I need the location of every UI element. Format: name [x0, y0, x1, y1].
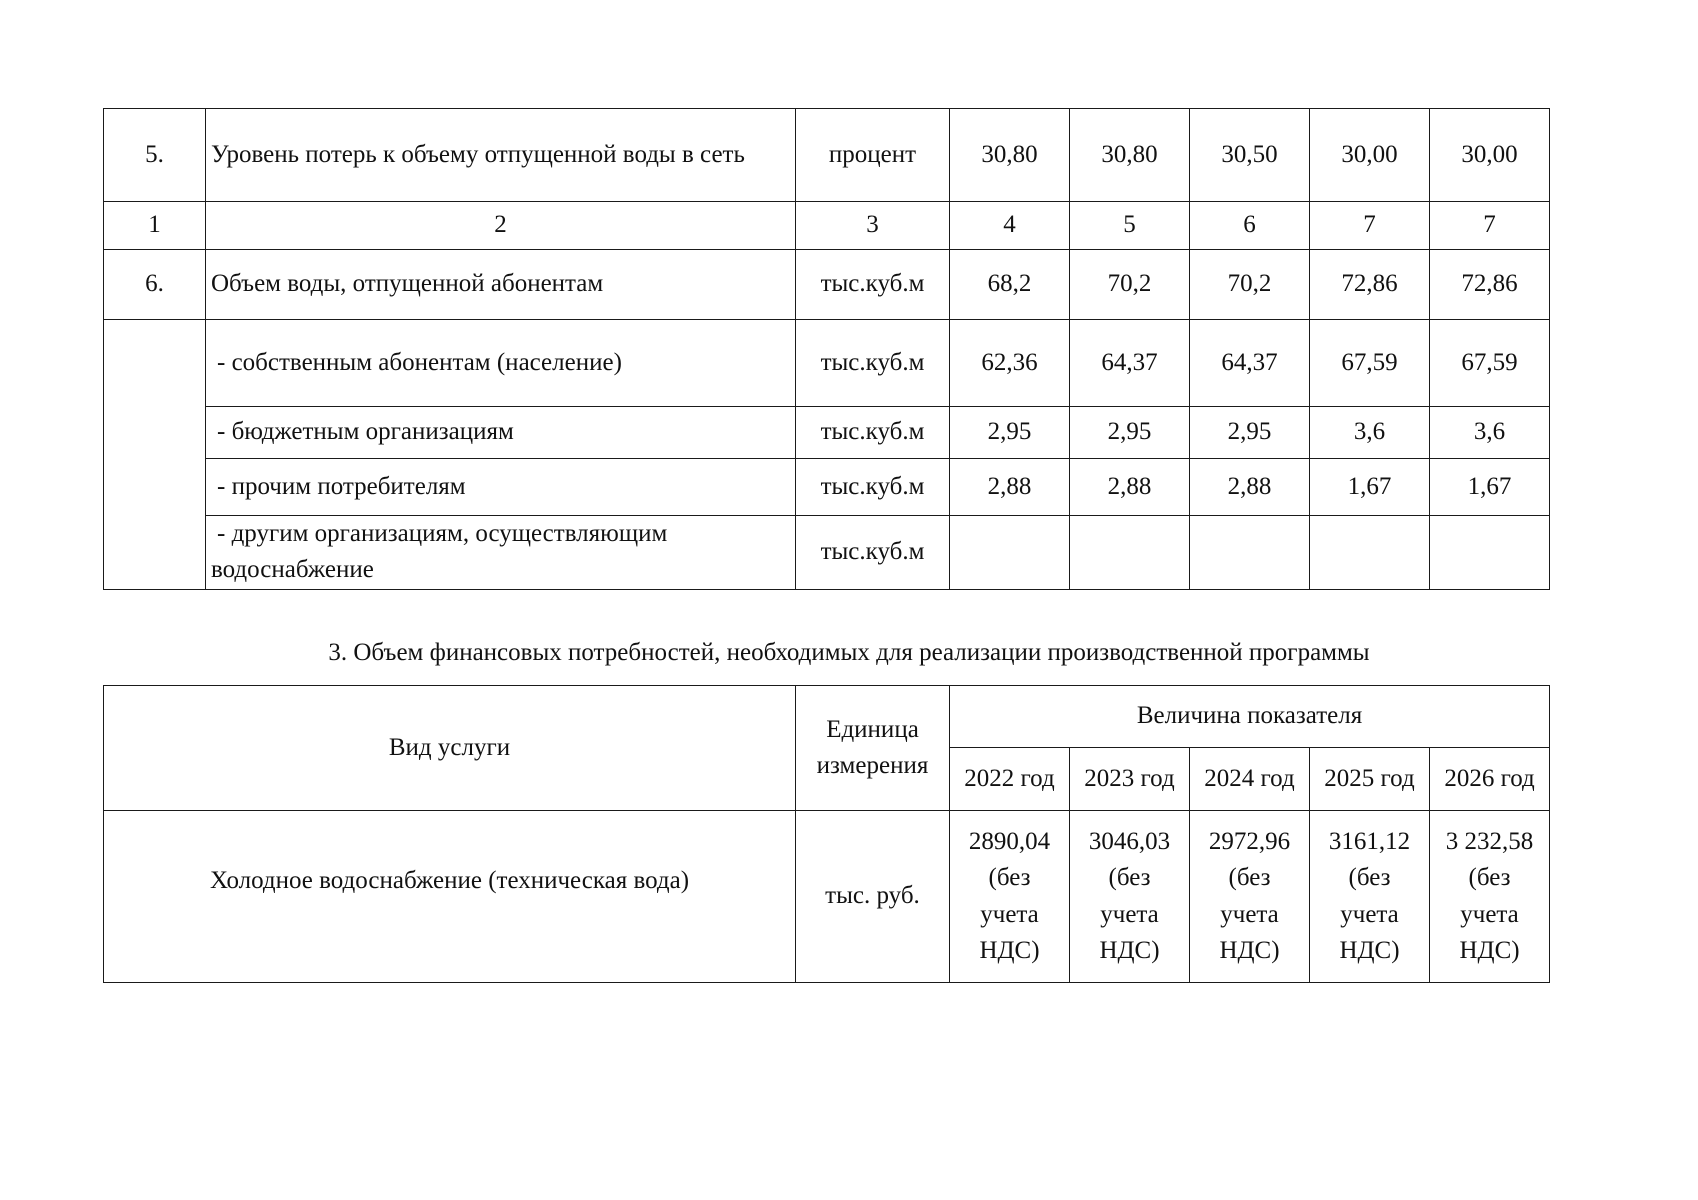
vat-note: (без	[1468, 864, 1511, 892]
table-row	[104, 811, 1550, 983]
vat-note: учета	[1100, 900, 1159, 928]
vat-note: (без	[1348, 864, 1391, 892]
vat-note: (без	[1108, 864, 1151, 892]
vat-note: (без	[1228, 864, 1271, 892]
value-cell: 1,67	[1310, 459, 1430, 516]
value-cell: 2,88	[950, 459, 1070, 516]
amount-value: 3161,12	[1328, 828, 1411, 855]
value-cell: 30,00	[1310, 109, 1430, 202]
amount-cell	[1190, 811, 1310, 983]
value-cell: 62,36	[950, 320, 1070, 407]
column-number: 5	[1070, 202, 1190, 250]
table-row	[104, 109, 1550, 202]
table-row	[104, 516, 1550, 590]
value-cell	[1310, 516, 1430, 590]
vat-note: учета	[1220, 900, 1279, 928]
table-row	[104, 459, 1550, 516]
vat-note: учета	[1340, 900, 1399, 928]
unit-cell: тыс.куб.м	[796, 320, 950, 407]
column-number: 2	[206, 202, 796, 250]
vat-note: НДС)	[1339, 936, 1400, 964]
unit-cell: процент	[796, 109, 950, 202]
column-number: 7	[1430, 202, 1550, 250]
empty-number-cell	[104, 320, 206, 590]
table-header-row	[104, 686, 1550, 748]
financial-needs-table	[103, 685, 1550, 983]
amount-value: 2890,04	[968, 828, 1051, 855]
vat-note: НДС)	[1099, 936, 1160, 964]
row-number: 5.	[104, 109, 206, 202]
value-cell: 30,50	[1190, 109, 1310, 202]
value-header: Величина показателя	[950, 686, 1550, 748]
amount-value: 3046,03	[1088, 828, 1171, 855]
subindicator-name: - прочим потребителям	[206, 459, 796, 516]
indicator-name: Уровень потерь к объему отпущенной воды в сеть	[206, 109, 796, 202]
value-cell: 2,95	[1070, 407, 1190, 459]
value-cell: 72,86	[1430, 250, 1550, 320]
value-cell: 70,2	[1070, 250, 1190, 320]
table-row	[104, 320, 1550, 407]
column-number: 6	[1190, 202, 1310, 250]
column-number: 7	[1310, 202, 1430, 250]
table-row	[104, 202, 1550, 250]
vat-note: учета	[1460, 900, 1519, 928]
value-cell	[1070, 516, 1190, 590]
vat-note: (без	[988, 864, 1031, 892]
value-cell: 3,6	[1430, 407, 1550, 459]
unit-header-line: Единица	[826, 715, 919, 743]
column-number: 1	[104, 202, 206, 250]
value-cell: 30,80	[950, 109, 1070, 202]
vat-note: НДС)	[1459, 936, 1520, 964]
value-cell: 64,37	[1070, 320, 1190, 407]
value-cell: 2,95	[950, 407, 1070, 459]
year-header: 2023 год	[1070, 748, 1190, 811]
unit-cell: тыс. руб.	[796, 811, 950, 983]
amount-cell	[1310, 811, 1430, 983]
subindicator-name: - другим организациям, осуществляющим водоснабжение	[206, 516, 796, 590]
section-heading: 3. Объем финансовых потребностей, необходимых для реализации производственной программы	[328, 639, 1370, 666]
value-cell: 68,2	[950, 250, 1070, 320]
row-number: 6.	[104, 250, 206, 320]
column-number: 4	[950, 202, 1070, 250]
vat-note: учета	[980, 900, 1039, 928]
unit-cell: тыс.куб.м	[796, 407, 950, 459]
table-row	[104, 250, 1550, 320]
value-cell: 70,2	[1190, 250, 1310, 320]
value-cell: 67,59	[1310, 320, 1430, 407]
value-cell: 30,80	[1070, 109, 1190, 202]
unit-header	[796, 686, 950, 811]
unit-cell: тыс.куб.м	[796, 516, 950, 590]
value-cell: 3,6	[1310, 407, 1430, 459]
column-number: 3	[796, 202, 950, 250]
value-cell: 30,00	[1430, 109, 1550, 202]
value-cell: 2,88	[1190, 459, 1310, 516]
value-cell	[1190, 516, 1310, 590]
value-cell: 2,88	[1070, 459, 1190, 516]
subindicator-name: - собственным абонентам (население)	[206, 320, 796, 407]
amount-cell	[1070, 811, 1190, 983]
value-cell	[950, 516, 1070, 590]
year-header: 2022 год	[950, 748, 1070, 811]
vat-note: НДС)	[979, 936, 1040, 964]
value-cell	[1430, 516, 1550, 590]
service-type-header: Вид услуги	[104, 686, 796, 811]
value-cell: 72,86	[1310, 250, 1430, 320]
amount-cell	[1430, 811, 1550, 983]
service-name: Холодное водоснабжение (техническая вода)	[104, 811, 796, 983]
year-header: 2026 год	[1430, 748, 1550, 811]
indicators-table	[103, 108, 1550, 590]
amount-cell	[950, 811, 1070, 983]
subindicator-name: - бюджетным организациям	[206, 407, 796, 459]
unit-header-line: измерения	[816, 752, 929, 779]
value-cell: 67,59	[1430, 320, 1550, 407]
amount-value: 3 232,58	[1445, 828, 1534, 855]
value-cell: 1,67	[1430, 459, 1550, 516]
table-row	[104, 407, 1550, 459]
vat-note: НДС)	[1219, 936, 1280, 964]
year-header: 2025 год	[1310, 748, 1430, 811]
unit-cell: тыс.куб.м	[796, 250, 950, 320]
value-cell: 64,37	[1190, 320, 1310, 407]
value-cell: 2,95	[1190, 407, 1310, 459]
year-header: 2024 год	[1190, 748, 1310, 811]
indicator-name: Объем воды, отпущенной абонентам	[206, 250, 796, 320]
unit-cell: тыс.куб.м	[796, 459, 950, 516]
amount-value: 2972,96	[1208, 828, 1291, 855]
